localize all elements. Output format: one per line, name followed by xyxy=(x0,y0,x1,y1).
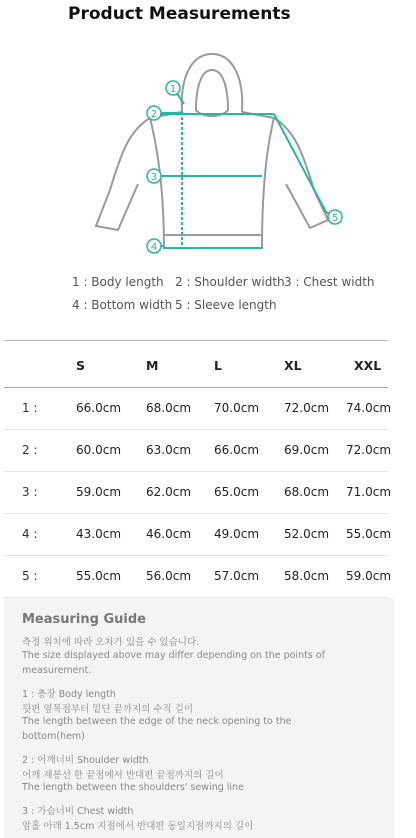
table-cell: 43.0cm xyxy=(76,527,122,541)
table-cell: 55.0cm xyxy=(346,527,392,541)
guide-line: The length between the edge of the neck opening to the xyxy=(22,716,292,727)
guide-line: The size displayed above may differ depending on the points of xyxy=(22,650,325,661)
table-cell: 49.0cm xyxy=(214,527,260,541)
table-cell: 72.0cm xyxy=(284,401,330,415)
table-cell: 46.0cm xyxy=(146,527,192,541)
svg-text:2: 2 xyxy=(150,109,158,120)
guide-line: 암홀 아래 1.5cm 지점에서 반대편 동일지점까지의 길이 xyxy=(22,821,254,832)
table-top-border xyxy=(4,340,388,341)
sleeve-length-line xyxy=(274,114,326,212)
legend-item: 3 : Chest width xyxy=(284,275,375,289)
table-cell: 59.0cm xyxy=(346,569,392,583)
table-cell: 74.0cm xyxy=(346,401,392,415)
row-label: 3 : xyxy=(22,485,38,499)
table-cell: 62.0cm xyxy=(146,485,192,499)
table-cell: 60.0cm xyxy=(76,443,122,457)
measurement-legend xyxy=(72,275,412,319)
table-cell: 55.0cm xyxy=(76,569,122,583)
row-label: 1 : xyxy=(22,401,38,415)
size-header: XXL xyxy=(354,358,382,373)
table-cell: 66.0cm xyxy=(214,443,260,457)
legend-item: 5 : Sleeve length xyxy=(175,298,277,312)
size-header: M xyxy=(146,358,159,373)
table-row xyxy=(4,513,392,556)
guide-line: 1 : 총장 Body length xyxy=(22,689,116,700)
legend-item: 1 : Body length xyxy=(72,275,164,289)
legend-item: 2 : Shoulder width xyxy=(175,275,285,289)
size-header: L xyxy=(214,358,222,373)
guide-line: 3 : 가슴너비 Chest width xyxy=(22,806,134,817)
table-cell: 68.0cm xyxy=(284,485,330,499)
svg-text:5: 5 xyxy=(331,213,339,224)
guide-line: 측정 위치에 따라 오차가 있을 수 있습니다. xyxy=(22,637,200,648)
size-header: S xyxy=(76,358,86,373)
measuring-guide xyxy=(4,598,394,838)
table-cell: 59.0cm xyxy=(76,485,122,499)
svg-text:1: 1 xyxy=(169,84,177,95)
size-header: XL xyxy=(284,358,302,373)
table-cell: 65.0cm xyxy=(214,485,260,499)
row-label: 5 : xyxy=(22,569,38,583)
guide-line: measurement. xyxy=(22,665,92,676)
table-cell: 66.0cm xyxy=(76,401,122,415)
guide-line: 2 : 어깨너비 Shoulder width xyxy=(22,755,149,766)
table-row xyxy=(4,387,392,430)
guide-title: Measuring Guide xyxy=(22,612,146,627)
guide-line: bottom(hem) xyxy=(22,731,85,742)
table-row xyxy=(4,471,392,514)
table-cell: 57.0cm xyxy=(214,569,260,583)
marker-3 xyxy=(147,169,161,183)
table-cell: 63.0cm xyxy=(146,443,192,457)
row-label: 2 : xyxy=(22,443,38,457)
page-title: Product Measurements xyxy=(68,4,291,24)
marker-2 xyxy=(147,106,161,120)
row-label: 4 : xyxy=(22,527,38,541)
table-row xyxy=(4,429,392,472)
legend-item: 4 : Bottom width xyxy=(72,298,173,312)
table-cell: 70.0cm xyxy=(214,401,260,415)
table-cell: 68.0cm xyxy=(146,401,192,415)
table-cell: 52.0cm xyxy=(284,527,330,541)
measurement-lines xyxy=(150,92,332,248)
table-header-row xyxy=(4,345,388,388)
hoodie-measurement-diagram xyxy=(0,40,416,265)
table-cell: 69.0cm xyxy=(284,443,330,457)
table-cell: 58.0cm xyxy=(284,569,330,583)
svg-text:4: 4 xyxy=(150,242,158,253)
marker-4 xyxy=(147,239,161,253)
table-cell: 71.0cm xyxy=(346,485,392,499)
table-cell: 56.0cm xyxy=(146,569,192,583)
svg-text:3: 3 xyxy=(150,172,158,183)
marker-1 xyxy=(166,81,180,95)
guide-line: 어깨 재봉선 한 끝점에서 반대편 끝점까지의 길이 xyxy=(22,770,224,781)
guide-line: The length between the shoulders' sewing line xyxy=(22,782,244,793)
guide-line: 뒷편 옆목점부터 밑단 끝까지의 수직 길이 xyxy=(22,704,194,715)
table-cell: 72.0cm xyxy=(346,443,392,457)
table-row xyxy=(4,555,392,598)
marker-5 xyxy=(328,210,342,224)
